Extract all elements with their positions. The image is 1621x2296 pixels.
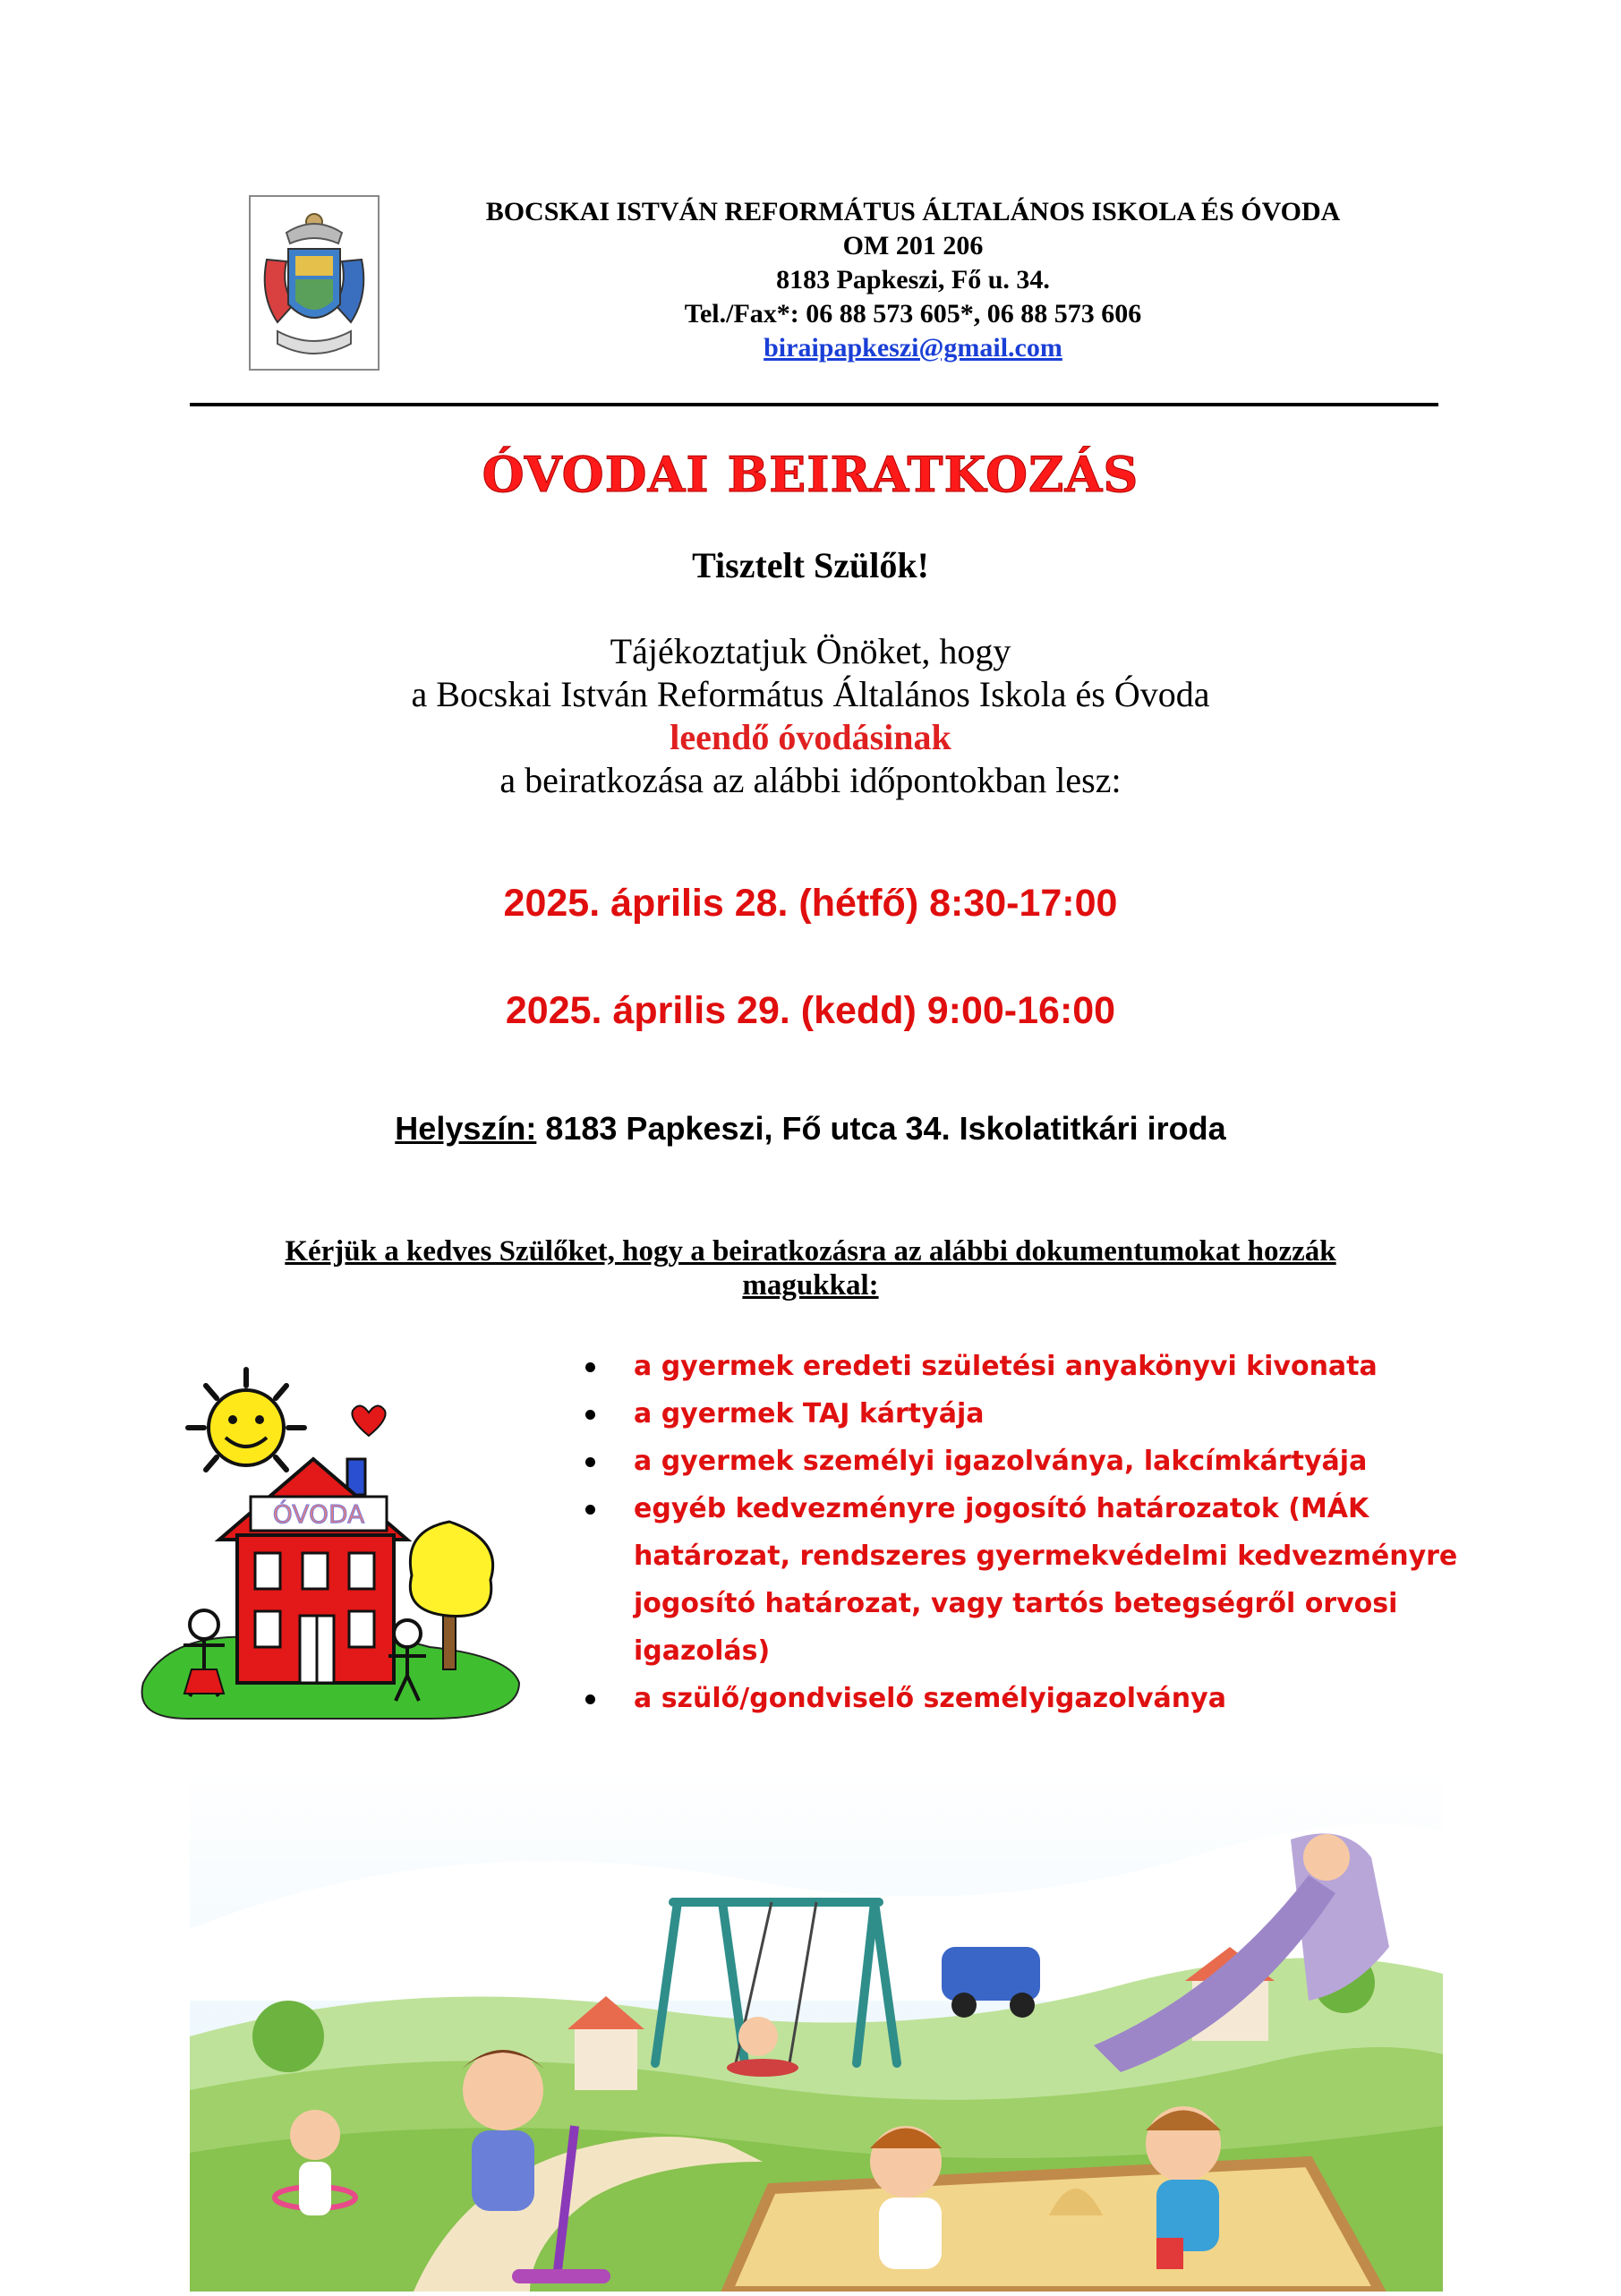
bullet-icon xyxy=(585,1457,595,1467)
intro-line-2: a Bocskai István Református Általános Iskola és Óvoda xyxy=(411,674,1210,714)
school-email-link[interactable]: biraipapkeszi@gmail.com xyxy=(764,333,1062,363)
school-logo xyxy=(249,195,380,371)
documents-list xyxy=(582,1343,1611,1722)
school-om-number: OM 201 206 xyxy=(842,231,984,260)
list-item: a gyermek TAJ kártyája xyxy=(582,1390,1611,1438)
list-item: a szülő/gondviselő személyigazolványa xyxy=(582,1675,1611,1722)
request-line-1: Kérjük a kedves Szülőket, hogy a beiratkozásra az alábbi dokumentumokat hozzák xyxy=(285,1235,1336,1267)
list-item: a gyermek személyi igazolványa, lakcímkártyája xyxy=(582,1438,1611,1485)
location-line xyxy=(0,1110,1621,1148)
intro-line-4: a beiratkozása az alábbi időpontokban lesz: xyxy=(499,760,1122,800)
header-divider xyxy=(190,403,1438,406)
greeting: Tisztelt Szülők! xyxy=(692,545,929,585)
intro-line-1: Tájékoztatjuk Önöket, hogy xyxy=(610,631,1011,671)
enrollment-date-1: 2025. április 28. (hétfő) 8:30-17:00 xyxy=(503,882,1118,925)
bullet-icon xyxy=(585,1362,595,1372)
bullet-icon xyxy=(585,1694,595,1704)
kindergarten-illustration xyxy=(134,1361,537,1737)
bullet-icon xyxy=(585,1410,595,1420)
list-item: egyéb kedvezményre jogosító határozatok (MÁK határozat, rendszeres gyermekvédelmi kedvezményre jogosító határozat, vagy tartós betegségről orvosi igazolás) xyxy=(582,1485,1529,1675)
playground-illustration xyxy=(190,1768,1443,2292)
coat-of-arms-icon xyxy=(251,197,378,369)
school-phone: Tel./Fax*: 06 88 573 605*, 06 88 573 606 xyxy=(684,299,1142,329)
school-email-row xyxy=(376,333,1450,363)
kindergarten-sign-text: ÓVODA xyxy=(272,1499,365,1529)
list-item: a gyermek eredeti születési anyakönyvi kivonata xyxy=(582,1343,1611,1390)
school-name: BOCSKAI ISTVÁN REFORMÁTUS ÁLTALÁNOS ISKOLA ÉS ÓVODA xyxy=(485,197,1341,226)
enrollment-date-2: 2025. április 29. (kedd) 9:00-16:00 xyxy=(505,989,1116,1032)
location-value: 8183 Papkeszi, Fő utca 34. Iskolatitkári iroda xyxy=(536,1110,1226,1147)
location-label: Helyszín: xyxy=(395,1110,537,1147)
bullet-icon xyxy=(585,1505,595,1515)
page-title: ÓVODAI BEIRATKOZÁS xyxy=(482,446,1139,503)
school-address: 8183 Papkeszi, Fő u. 34. xyxy=(776,265,1050,294)
intro-line-3: leendő óvodásinak xyxy=(670,717,951,757)
request-line-2: magukkal: xyxy=(742,1269,879,1302)
